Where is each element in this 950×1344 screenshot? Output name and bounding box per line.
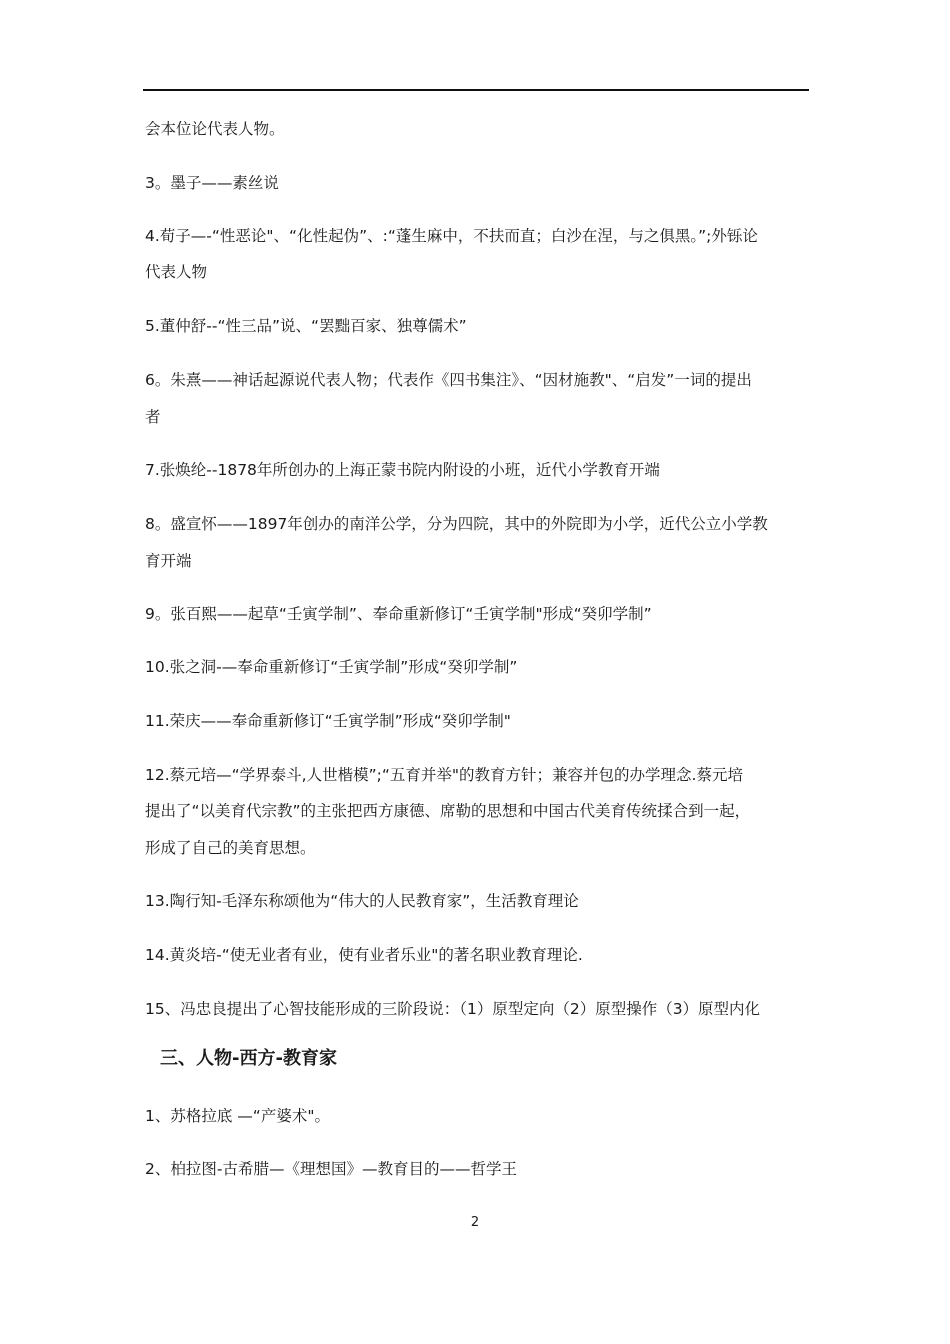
- text-line: 会本位论代表人物。: [145, 120, 285, 138]
- text-line: 者: [145, 408, 161, 426]
- text-line: 11.荣庆——奉命重新修订“壬寅学制”形成“癸卯学制": [145, 712, 511, 730]
- text-line: 9。张百熙——起草“壬寅学制”、奉命重新修订“壬寅学制"形成“癸卯学制”: [145, 605, 652, 623]
- text-line: 5.董仲舒--“性三品”说、“罢黜百家、独尊儒术”: [145, 317, 467, 335]
- text-line: 4.荀子—-“性恶论"、“化性起伪”、:“蓬生麻中，不扶而直；白沙在涅，与之俱黑。”;外铄论: [145, 227, 758, 245]
- text-line: 15、冯忠良提出了心智技能形成的三阶段说：（1）原型定向（2）原型操作（3）原型内化: [145, 1000, 761, 1018]
- header-rule: [143, 89, 809, 91]
- text-line: 1、苏格拉底 —“产婆术"。: [145, 1107, 330, 1125]
- text-line: 代表人物: [145, 263, 208, 281]
- text-line: 形成了自己的美育思想。: [145, 839, 316, 857]
- text-line: 育开端: [145, 552, 192, 570]
- text-line: 12.蔡元培—“学界泰斗,人世楷模”;“五育并举"的教育方针；兼容并包的办学理念.蔡元培: [145, 766, 743, 784]
- section-heading: 三、人物-西方-教育家: [160, 1048, 337, 1069]
- page-number: 2: [470, 1215, 480, 1230]
- text-line: 13.陶行知-毛泽东称颂他为“伟大的人民教育家”，生活教育理论: [145, 892, 579, 910]
- text-line: 2、柏拉图-古希腊—《理想国》—教育目的——哲学王: [145, 1160, 517, 1178]
- text-line: 8。盛宣怀——1897年创办的南洋公学，分为四院，其中的外院即为小学，近代公立小学教: [145, 515, 768, 533]
- text-line: 3。墨子——素丝说: [145, 174, 279, 192]
- text-line: 6。朱熹——神话起源说代表人物；代表作《四书集注》、“因材施教"、“启发”一词的提出: [145, 371, 752, 389]
- text-line: 7.张焕纶--1878年所创办的上海正蒙书院内附设的小班，近代小学教育开端: [145, 461, 660, 479]
- text-line: 10.张之洞-—奉命重新修订“壬寅学制”形成“癸卯学制”: [145, 658, 518, 676]
- text-line: 14.黄炎培-“使无业者有业，使有业者乐业"的著名职业教育理论.: [145, 946, 583, 964]
- text-line: 提出了“以美育代宗教”的主张把西方康德、席勒的思想和中国古代美育传统揉合到一起，: [145, 802, 751, 820]
